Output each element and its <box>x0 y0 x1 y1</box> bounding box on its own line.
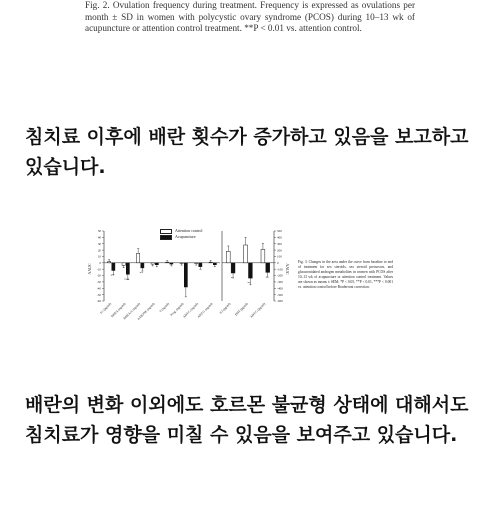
right-panel-tick-label: 300 <box>277 241 282 246</box>
chart-legend <box>160 228 202 240</box>
bar-acupuncture <box>249 263 253 278</box>
bar-acupuncture <box>199 263 202 267</box>
bar-acupuncture <box>155 263 158 265</box>
right-panel-tick-label: -100 <box>277 267 283 272</box>
bar-attention-control <box>226 251 230 262</box>
right-panel-tick-label: 100 <box>277 254 282 259</box>
legend-swatch-acupuncture <box>160 235 172 240</box>
bar-attention-control <box>166 262 169 263</box>
figure-3-caption: Fig. 3. Changes in the area under the curve from baseline to end of treatment for sex steroids, sex steroid precursors, and glucuronidated androgen metabolites in women with PCOS after 10–13 wk of acupuncture or attention control treatment. Values are shown as means ± SEM; *P < 0.05, **P < 0.01, ***P < 0.001 vs. attention control before Bonferroni correction. <box>298 260 393 289</box>
bar-acupuncture <box>112 263 115 271</box>
left-panel-tick-label: 10 <box>97 254 101 259</box>
bar-acupuncture <box>266 263 270 273</box>
significance-marker: * <box>230 276 233 280</box>
right-panel-tick-label: -600 <box>277 299 283 304</box>
right-panel-tick-label: -500 <box>277 292 283 297</box>
right-panel-tick-label: 0 <box>277 261 279 266</box>
left-panel-tick-label: 50 <box>97 229 101 234</box>
right-panel-tick-label: -200 <box>277 273 283 278</box>
left-panel-tick-label: -60 <box>96 299 101 304</box>
left-panel-tick-label: -10 <box>96 267 101 272</box>
significance-marker: ** <box>247 281 251 286</box>
right-panel-tick-label: 200 <box>277 248 282 253</box>
bar-attention-control <box>151 263 154 264</box>
right-panel-tick-label: 400 <box>277 235 282 240</box>
legend-label-attention-control: Attention control <box>175 228 203 233</box>
bar-attention-control <box>195 263 198 264</box>
figure-3 <box>88 225 418 335</box>
bar-attention-control <box>209 262 212 263</box>
legend-label-acupuncture: Acupuncture <box>175 234 196 239</box>
bar-acupuncture <box>184 263 187 287</box>
left-panel-tick-label: -30 <box>96 280 101 285</box>
category-label: ADT-G (pg/ml) <box>249 301 267 319</box>
korean-paragraph-1: 침치료 이후에 배란 횟수가 증가하고 있음을 보고하고 있습니다. <box>25 126 469 178</box>
category-label: T (ng/ml) <box>158 301 170 314</box>
category-label: DHEA-S (ng/ml) <box>122 301 141 321</box>
category-label: 4-DIONE (ng/ml) <box>136 301 156 321</box>
bar-chart <box>88 225 288 335</box>
significance-marker: ** <box>110 273 114 278</box>
category-label: Prog. (ng/ml) <box>169 301 185 317</box>
category-label: ADT-G (ng/ml) <box>196 301 214 319</box>
significance-marker: ** <box>139 270 143 275</box>
category-label: E2 (pg/ml) <box>218 301 232 315</box>
y-axis-label-right: AAUC <box>285 263 290 275</box>
korean-paragraph-2: 배란의 변화 이외에도 호르몬 불균형 상태에 대해서도 침치료가 영향을 미칠 수 있음을 보여주고 있습니다. <box>25 394 469 446</box>
bar-acupuncture <box>231 263 235 273</box>
bar-acupuncture <box>170 263 173 264</box>
y-axis-label-left: AAUC <box>87 263 92 275</box>
bar-attention-control <box>122 263 125 266</box>
legend-swatch-attention-control <box>160 229 172 234</box>
bar-attention-control <box>137 253 140 263</box>
bar-attention-control <box>261 249 265 262</box>
left-panel-tick-label: -50 <box>96 292 101 297</box>
bar-acupuncture <box>213 263 216 265</box>
left-panel-tick-label: 20 <box>97 248 101 253</box>
right-panel-tick-label: 500 <box>277 229 282 234</box>
left-panel-tick-label: -40 <box>96 286 101 291</box>
bar-attention-control <box>180 263 183 264</box>
significance-marker: * <box>265 275 268 280</box>
right-panel-tick-label: -300 <box>277 280 283 285</box>
category-label: DHEA (ng/ml) <box>110 301 127 319</box>
category-label: E1 (pg/ml) <box>99 301 112 315</box>
category-label: DHT (pg/ml) <box>233 301 249 317</box>
significance-marker: *** <box>124 277 130 282</box>
left-panel-tick-label: 30 <box>97 241 101 246</box>
bar-acupuncture <box>126 263 129 274</box>
left-panel-tick-label: 0 <box>99 261 101 266</box>
left-panel-tick-label: -20 <box>96 273 101 278</box>
bar-attention-control <box>108 262 111 263</box>
figure-2-caption: Fig. 2. Ovulation frequency during treatment. Frequency is expressed as ovulations per month ± SD in women with polycystic ovary syndrome (PCOS) during 10–13 wk of acupuncture or attention control treatment. **P < 0.01 vs. attention control. <box>85 0 415 33</box>
bar-attention-control <box>244 245 248 263</box>
category-label: ADT-G (ng/ml) <box>181 301 199 319</box>
bar-acupuncture <box>141 263 144 268</box>
legend-item-acupuncture <box>160 234 202 240</box>
left-panel-tick-label: 40 <box>97 235 101 240</box>
right-panel-tick-label: -400 <box>277 286 283 291</box>
